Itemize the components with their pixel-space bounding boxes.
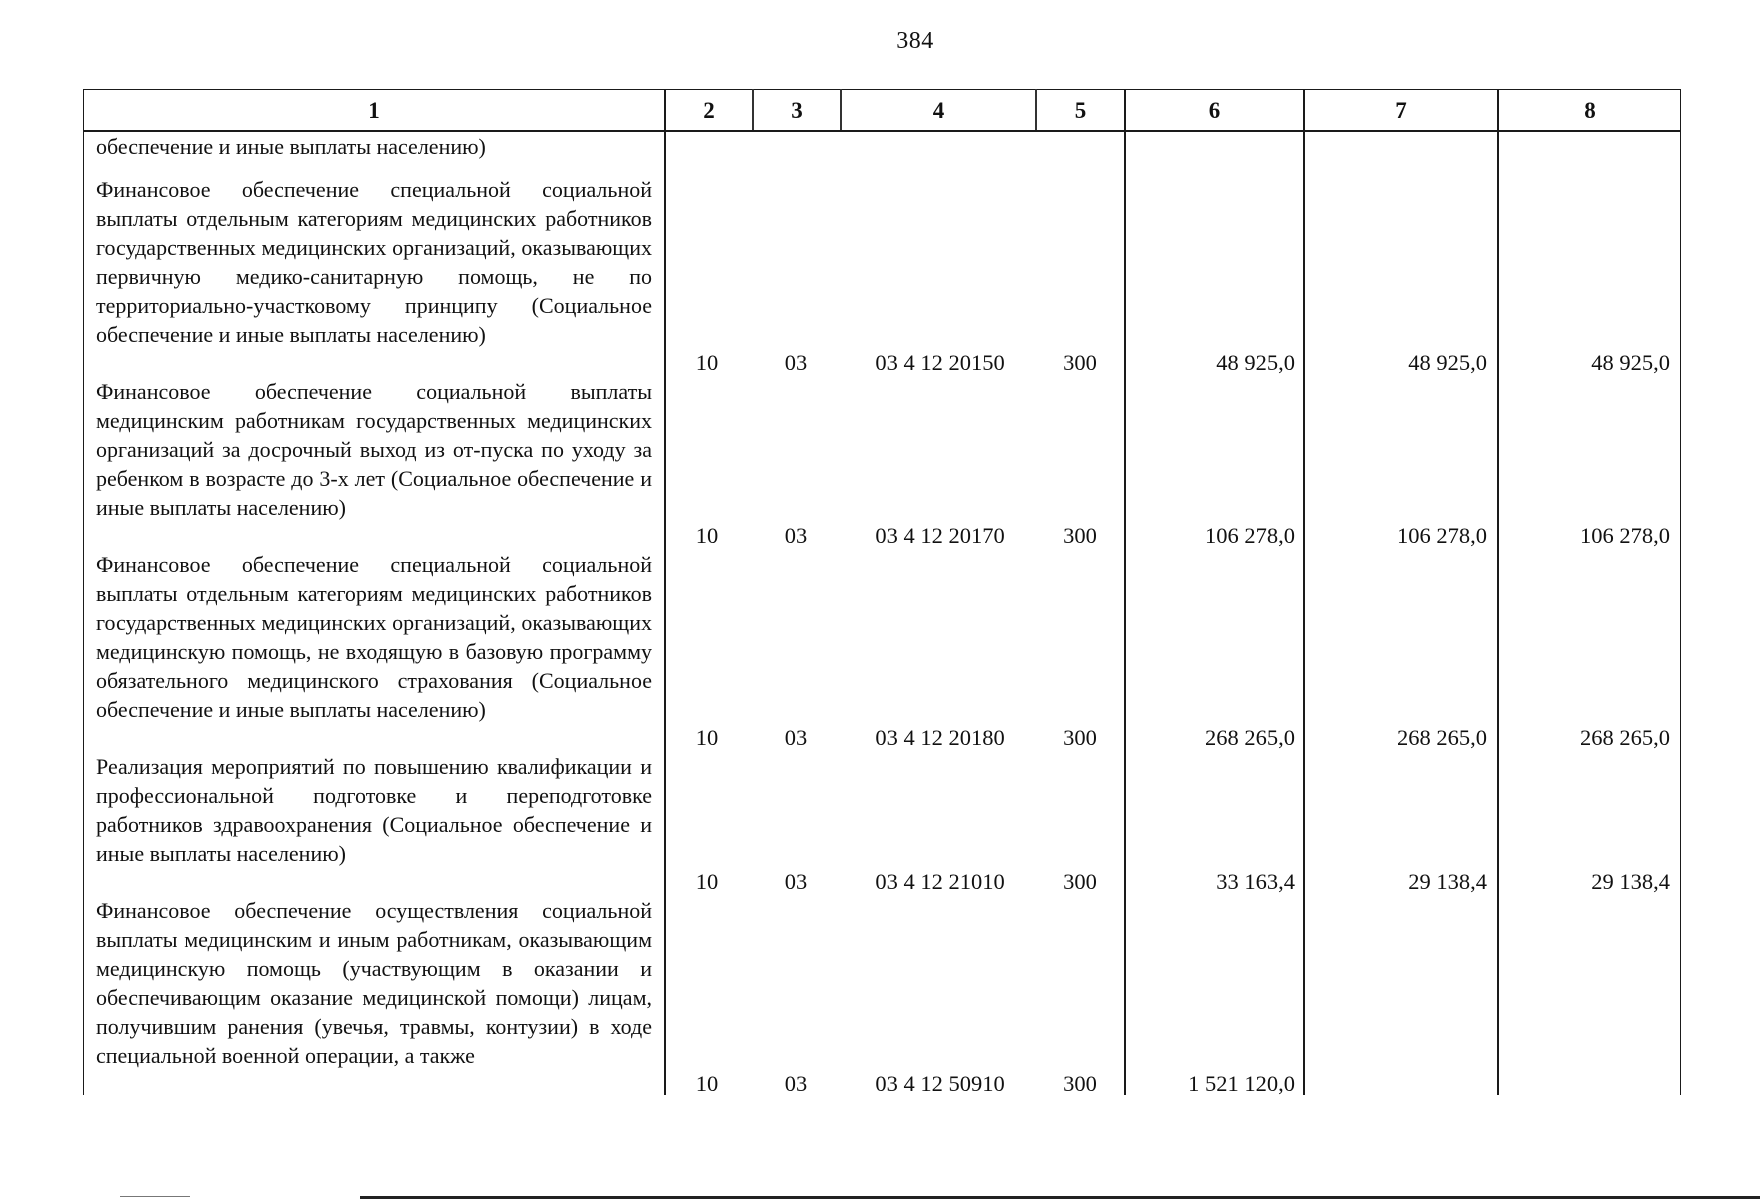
header-col-4: 4 xyxy=(932,98,945,123)
row-5-col-4: 03 4 12 50910 xyxy=(875,1071,1005,1096)
row-5-col-6: 1 521 120,0 xyxy=(1188,1071,1295,1096)
header-col-2: 2 xyxy=(703,98,715,123)
row-3-col-7: 268 265,0 xyxy=(1397,725,1487,750)
header-col-8: 8 xyxy=(1584,98,1596,123)
row-4-col-6: 33 163,4 xyxy=(1216,869,1295,894)
row-2-col-6: 106 278,0 xyxy=(1205,523,1295,548)
row-2-description: Финансовое обеспечение социальной выплаты медицинским работникам государственных медицинских организаций за досрочный выход из от-пуска по уходу за ребенком в возрасте до 3-х лет (Социальное обеспечение и иные выплаты населению) xyxy=(96,379,652,520)
column-divider-5 xyxy=(1124,89,1126,1095)
row-4-col-5: 300 xyxy=(1063,869,1097,894)
row-1-description: Финансовое обеспечение специальной социальной выплаты отдельным категориям медицинских работников государственных медицинских организаций, оказывающих первичную медико-санитарную помощь, не по территориально-участковому принципу (Социальное обеспечение и иные выплаты населению) xyxy=(96,177,652,347)
row-1-col-5: 300 xyxy=(1063,350,1097,375)
header-col-6: 6 xyxy=(1208,98,1221,123)
row-5-col-5: 300 xyxy=(1063,1071,1097,1096)
row-1-col-3: 03 xyxy=(784,350,808,375)
header-col-1: 1 xyxy=(368,98,380,123)
row-3-col-5: 300 xyxy=(1063,725,1097,750)
continuation-text: обеспечение и иные выплаты населению) xyxy=(96,134,486,159)
row-4-description: Реализация мероприятий по повышению квалификации и профессиональной подготовке и переподготовке работников здравоохранения (Социальное обеспечение и иные выплаты населению) xyxy=(96,754,652,866)
row-1-col-6: 48 925,0 xyxy=(1216,350,1295,375)
row-5-col-2: 10 xyxy=(695,1071,719,1096)
page-number: 384 xyxy=(896,28,934,54)
row-4-col-3: 03 xyxy=(784,869,808,894)
column-divider-7 xyxy=(1497,89,1499,1095)
scan-edge-left xyxy=(120,1196,190,1197)
row-5-col-3: 03 xyxy=(784,1071,808,1096)
header-col-7: 7 xyxy=(1395,98,1407,123)
scan-edge-bottom xyxy=(360,1196,1760,1199)
column-divider-1 xyxy=(664,89,666,1095)
column-divider-6 xyxy=(1303,89,1305,1095)
row-4-col-4: 03 4 12 21010 xyxy=(875,869,1005,894)
header-col-3: 3 xyxy=(791,98,803,123)
row-2-col-2: 10 xyxy=(695,523,719,548)
row-4-col-2: 10 xyxy=(695,869,719,894)
row-2-col-5: 300 xyxy=(1063,523,1097,548)
row-2-col-7: 106 278,0 xyxy=(1397,523,1487,548)
row-1-col-7: 48 925,0 xyxy=(1408,350,1487,375)
row-1-col-4: 03 4 12 20150 xyxy=(875,350,1005,375)
row-2-col-8: 106 278,0 xyxy=(1580,523,1670,548)
row-5-description: Финансовое обеспечение осуществления социальной выплаты медицинским и иным работникам, оказывающим медицинскую помощь (участвующим в оказании и обеспечивающим оказание медицинской помощи) лицам, получившим ранения (увечья, травмы, контузии) в ходе специальной военной операции, а также xyxy=(96,898,652,1068)
header-col-5: 5 xyxy=(1074,98,1087,123)
row-1-col-8: 48 925,0 xyxy=(1591,350,1670,375)
row-3-col-3: 03 xyxy=(784,725,808,750)
row-3-col-8: 268 265,0 xyxy=(1580,725,1670,750)
row-4-col-8: 29 138,4 xyxy=(1591,869,1670,894)
row-3-col-2: 10 xyxy=(695,725,719,750)
row-4-col-7: 29 138,4 xyxy=(1408,869,1487,894)
row-2-col-3: 03 xyxy=(784,523,808,548)
row-3-col-4: 03 4 12 20180 xyxy=(875,725,1005,750)
row-3-description: Финансовое обеспечение специальной социальной выплаты отдельным категориям медицинских работников государственных медицинских организаций, оказывающих медицинскую помощь, не входящую в базовую программу обязательного медицинского страхования (Социальное обеспечение и иные выплаты населению) xyxy=(96,552,652,722)
row-1-col-2: 10 xyxy=(695,350,719,375)
row-3-col-6: 268 265,0 xyxy=(1205,725,1295,750)
row-2-col-4: 03 4 12 20170 xyxy=(875,523,1005,548)
